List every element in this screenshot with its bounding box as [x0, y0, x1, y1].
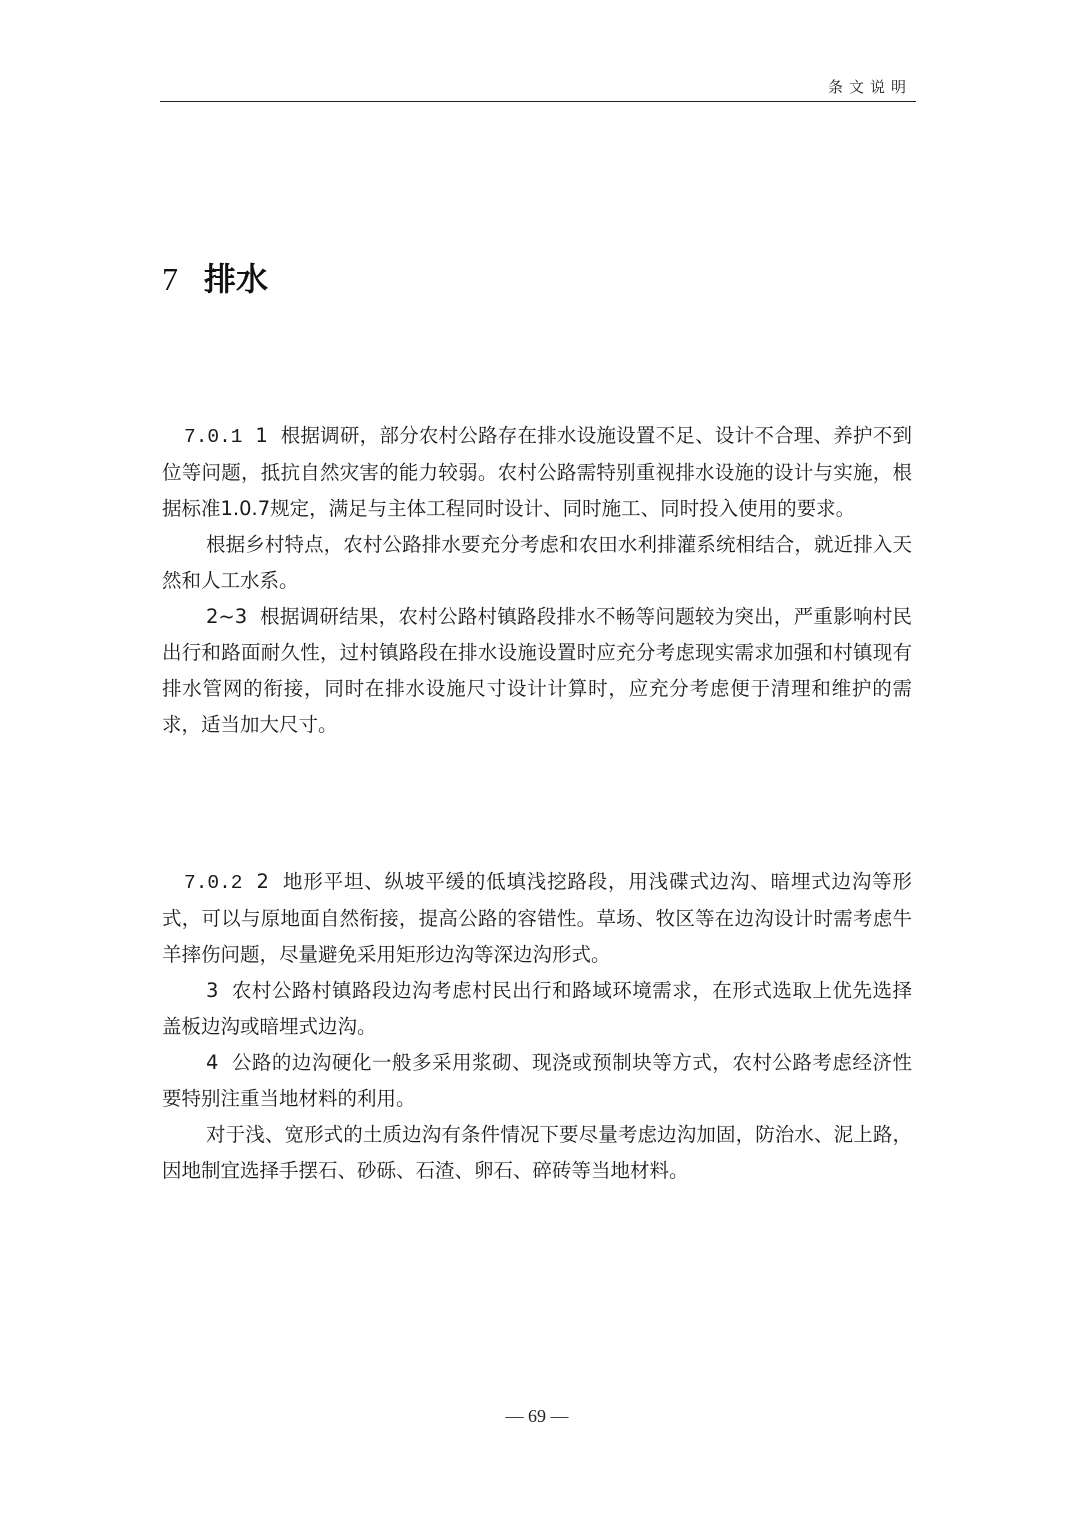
paragraph — [162, 973, 912, 1045]
paragraph — [162, 864, 912, 973]
chapter-title: 排水 — [204, 260, 269, 298]
chapter-heading — [162, 254, 268, 300]
page-number: — 69 — — [505, 1406, 569, 1426]
paragraph-text: 根据调研结果，农村公路村镇路段排水不畅等问题较为突出，严重影响村民出行和路面耐久性，过村镇路段在排水设施设置时应充分考虑现实需求加强和村镇现有排水管网的衔接，同时在排水设施尺寸设计计算时，应充分考虑便于清理和维护的需求，适当加大尺寸。 — [162, 605, 912, 736]
paragraph — [162, 418, 912, 527]
paragraph — [162, 1045, 912, 1117]
paragraph-text: 农村公路村镇路段边沟考虑村民出行和路域环境需求，在形式选取上优先选择盖板边沟或暗埋式边沟。 — [162, 979, 912, 1038]
item-number: 4 — [206, 1051, 219, 1074]
paragraph-text: 公路的边沟硬化一般多采用浆砌、现浇或预制块等方式，农村公路考虑经济性要特别注重当地材料的利用。 — [162, 1051, 912, 1110]
section-7-0-2 — [162, 864, 912, 1189]
paragraph-text: 地形平坦、纵坡平缓的低填浅挖路段，用浅碟式边沟、暗埋式边沟等形式，可以与原地面自然衔接，提高公路的容错性。草场、牧区等在边沟设计时需考虑牛羊摔伤问题，尽量避免采用矩形边沟等深边沟形式。 — [162, 870, 912, 966]
item-number: 2~3 — [206, 605, 248, 628]
paragraph — [162, 599, 912, 743]
paragraph-text: 根据调研，部分农村公路存在排水设施设置不足、设计不合理、养护不到位等问题，抵抗自然灾害的能力较弱。农村公路需特别重视排水设施的设计与实施，根据标准1.0.7规定，满足与主体工程同时设计、同时施工、同时投入使用的要求。 — [162, 424, 912, 520]
running-header: 条文说明 — [827, 78, 912, 96]
item-number: 3 — [206, 979, 219, 1002]
item-number: 2 — [256, 870, 269, 893]
paragraph: 根据乡村特点，农村公路排水要充分考虑和农田水利排灌系统相结合，就近排入天然和人工水系。 — [162, 533, 912, 592]
section-7-0-1 — [162, 418, 912, 743]
item-number: 1 — [255, 424, 268, 447]
paragraph: 对于浅、宽形式的土质边沟有条件情况下要尽量考虑边沟加固，防治水、泥上路，因地制宜选择手摆石、砂砾、石渣、卵石、碎砖等当地材料。 — [162, 1123, 912, 1182]
clause-number: 7.0.2 — [184, 872, 243, 894]
clause-number: 7.0.1 — [184, 426, 243, 448]
chapter-number: 7 — [162, 261, 178, 297]
header-rule — [160, 101, 916, 102]
